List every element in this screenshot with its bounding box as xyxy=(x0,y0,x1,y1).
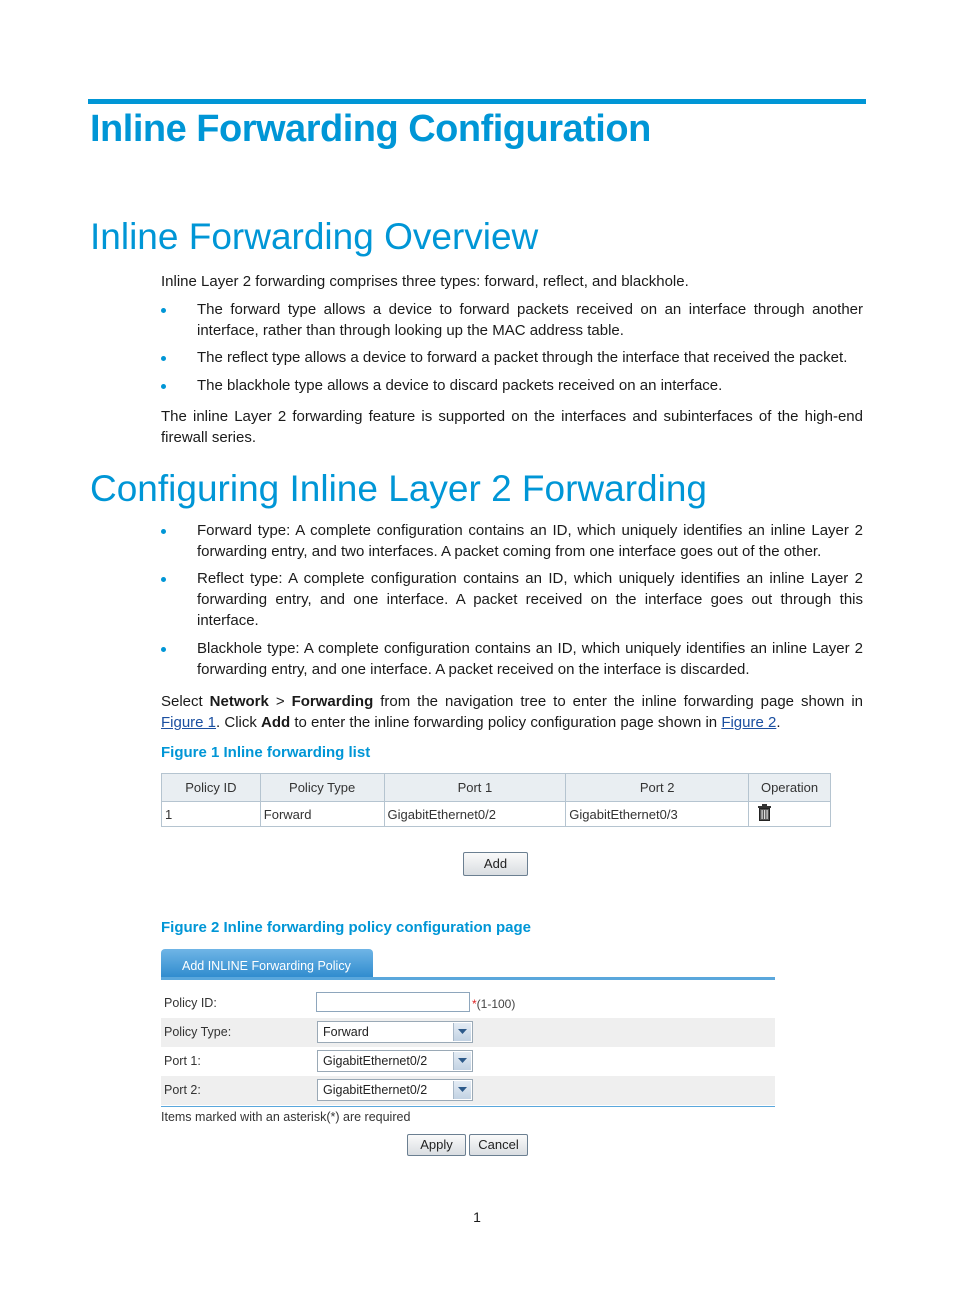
port1-select[interactable] xyxy=(317,1050,473,1072)
bullet-icon xyxy=(161,529,166,534)
table-header-row xyxy=(162,774,831,802)
list-item xyxy=(161,520,863,562)
port2-select[interactable] xyxy=(317,1079,473,1101)
policy-id-input[interactable] xyxy=(316,992,470,1012)
bullet-text: Reflect type: A complete configuration contains an ID, which uniquely identifies an inline Layer 2 forwarding entry, and one interface. A packet received on the interface goes out through this interface. xyxy=(197,570,863,629)
bullet-icon xyxy=(161,356,166,361)
list-item xyxy=(161,347,863,368)
list-item xyxy=(161,375,863,396)
text-run: . Click xyxy=(216,714,262,731)
apply-button[interactable]: Apply xyxy=(407,1134,466,1156)
range-hint: (1-100) xyxy=(476,997,516,1011)
port1-label: Port 1: xyxy=(164,1054,201,1068)
bullet-icon xyxy=(161,647,166,652)
port1-row xyxy=(161,1047,775,1076)
cell-policy-id: 1 xyxy=(162,802,261,827)
text-run: > xyxy=(268,693,292,710)
required-note: Items marked with an asterisk(*) are required xyxy=(161,1110,411,1124)
list-item xyxy=(161,299,863,341)
column-header-policy-type: Policy Type xyxy=(260,774,384,802)
bullet-icon xyxy=(161,384,166,389)
cell-operation xyxy=(749,802,831,827)
trash-icon[interactable] xyxy=(758,804,771,824)
bullet-icon xyxy=(161,308,166,313)
select-paragraph xyxy=(161,691,863,733)
cancel-button[interactable]: Cancel xyxy=(469,1134,528,1156)
bullet-text: The forward type allows a device to forward packets received on an interface through another interface, rather than through looking up the MAC address table. xyxy=(197,301,863,339)
chapter-title: Inline Forwarding Configuration xyxy=(90,108,651,150)
text-run: Select xyxy=(161,693,210,710)
forwarding-table xyxy=(161,773,831,827)
port2-label: Port 2: xyxy=(164,1083,201,1097)
chevron-down-icon[interactable] xyxy=(453,1023,471,1041)
policy-type-value: Forward xyxy=(323,1025,369,1039)
column-header-policy-id: Policy ID xyxy=(162,774,261,802)
column-header-port2: Port 2 xyxy=(566,774,749,802)
bullet-text: The blackhole type allows a device to discard packets received on an interface. xyxy=(197,377,723,394)
chevron-down-icon[interactable] xyxy=(453,1081,471,1099)
list-item xyxy=(161,638,863,680)
overview-intro: Inline Layer 2 forwarding comprises three types: forward, reflect, and blackhole. xyxy=(161,273,689,290)
text-run: to enter the inline forwarding policy configuration page shown in xyxy=(290,714,722,731)
column-header-port1: Port 1 xyxy=(384,774,566,802)
policy-type-select[interactable] xyxy=(317,1021,473,1043)
cell-port2: GigabitEthernet0/3 xyxy=(566,802,749,827)
figure-2-caption: Figure 2 Inline forwarding policy configuration page xyxy=(161,919,532,936)
tab-underline xyxy=(161,977,775,980)
cell-policy-type: Forward xyxy=(260,802,384,827)
bullet-icon xyxy=(161,577,166,582)
policy-type-label: Policy Type: xyxy=(164,1025,232,1039)
policy-type-row xyxy=(161,1018,775,1047)
add-keyword: Add xyxy=(261,714,291,731)
text-run: . xyxy=(776,714,781,731)
figure-1-caption: Figure 1 Inline forwarding list xyxy=(161,744,371,761)
menu-path-forwarding: Forwarding xyxy=(291,693,374,710)
overview-title: Inline Forwarding Overview xyxy=(90,216,539,257)
figure-2-link[interactable]: Figure 2 xyxy=(721,714,777,731)
chapter-rule xyxy=(88,99,866,104)
policy-id-label: Policy ID: xyxy=(164,996,217,1010)
figure-1-link[interactable]: Figure 1 xyxy=(161,714,217,731)
tab-add-inline-forwarding-policy[interactable]: Add INLINE Forwarding Policy xyxy=(161,949,373,980)
chevron-down-icon[interactable] xyxy=(453,1052,471,1070)
policy-id-row xyxy=(161,989,775,1018)
policy-id-hint xyxy=(472,997,515,1011)
text-run: from the navigation tree to enter the inline forwarding page shown in xyxy=(373,693,863,710)
form-divider xyxy=(161,1106,775,1107)
bullet-text: Forward type: A complete configuration contains an ID, which uniquely identifies an inline Layer 2 forwarding entry, and two interfaces. A packet coming from one interface goes out of the other. xyxy=(197,522,863,560)
list-item xyxy=(161,568,863,631)
required-asterisk: * xyxy=(472,997,477,1011)
configuring-title: Configuring Inline Layer 2 Forwarding xyxy=(90,468,708,509)
table-row xyxy=(162,802,831,827)
bullet-text: Blackhole type: A complete configuration contains an ID, which uniquely identifies an inline Layer 2 forwarding entry, and one interface. A packet received on the interface is discarded. xyxy=(197,640,863,678)
column-header-operation: Operation xyxy=(749,774,831,802)
port2-value: GigabitEthernet0/2 xyxy=(323,1083,428,1097)
menu-path-network: Network xyxy=(209,693,269,710)
page-number: 1 xyxy=(473,1209,481,1225)
port1-value: GigabitEthernet0/2 xyxy=(323,1054,428,1068)
port2-row xyxy=(161,1076,775,1105)
add-button[interactable]: Add xyxy=(463,852,528,876)
cell-port1: GigabitEthernet0/2 xyxy=(384,802,566,827)
overview-outro: The inline Layer 2 forwarding feature is supported on the interfaces and subinterfaces of the high-end firewall series. xyxy=(161,408,863,446)
bullet-text: The reflect type allows a device to forward a packet through the interface that received the packet. xyxy=(197,349,848,366)
